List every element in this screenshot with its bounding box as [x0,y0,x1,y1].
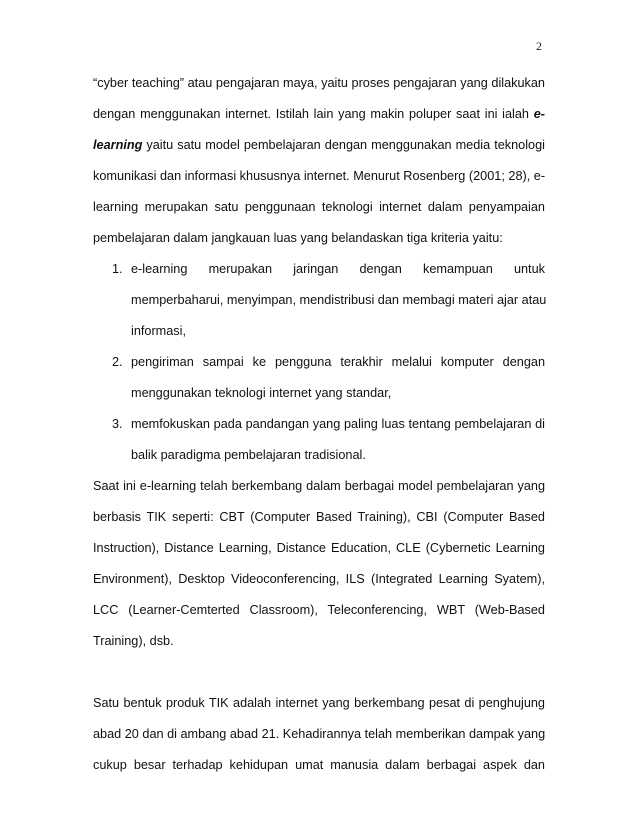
paragraph-line: Training), dsb. [93,634,174,648]
list-number: 1. [112,262,123,276]
list-item [112,409,545,471]
paragraph-1 [93,68,545,254]
paragraph-line [93,99,545,130]
paragraph-line: berbasis TIK seperti: CBT (Computer Based Training), CBI (Computer Based [93,510,545,524]
list-line: balik paradigma pembelajaran tradisional. [131,448,366,462]
paragraph-line: Instruction), Distance Learning, Distance Education, CLE (Cybernetic Learning [93,541,545,555]
list-line: e-learning merupakan jaringan dengan kemampuan untuk [131,262,545,276]
paragraph-gap [93,657,545,688]
list-line: memperbaharui, menyimpan, mendistribusi dan membagi materi ajar atau [131,293,547,307]
list-item [112,254,545,347]
paragraph-line: abad 20 dan di ambang abad 21. Kehadirannya telah memberikan dampak yang [93,727,546,741]
paragraph-line: learning merupakan satu penggunaan teknologi internet dalam penyampaian [93,200,545,214]
paragraph-line: “cyber teaching” atau pengajaran maya, yaitu proses pengajaran yang dilakukan [93,76,545,90]
paragraph-line: LCC (Learner-Cemterted Classroom), Teleconferencing, WBT (Web-Based [93,603,545,617]
text-run: yaitu satu model pembelajaran dengan menggunakan media teknologi [142,138,545,152]
paragraph-line: Satu bentuk produk TIK adalah internet yang berkembang pesat di penghujung [93,696,545,710]
paragraph-line: Environment), Desktop Videoconferencing, ILS (Integrated Learning Syatem), [93,572,545,586]
text-run: dengan menggunakan internet. Istilah lain yang makin poluper saat ini ialah [93,107,534,121]
paragraph-3 [93,688,545,781]
paragraph-2 [93,471,545,657]
emphasis-text: e- [533,107,545,121]
paragraph-line: pembelajaran dalam jangkauan luas yang belandaskan tiga kriteria yaitu: [93,231,503,245]
list-item [112,347,545,409]
paragraph-line: Saat ini e-learning telah berkembang dalam berbagai model pembelajaran yang [93,479,545,493]
paragraph-line: cukup besar terhadap kehidupan umat manusia dalam berbagai aspek dan [93,758,545,772]
document-body [93,68,545,781]
paragraph-line: komunikasi dan informasi khususnya internet. Menurut Rosenberg (2001; 28), e- [93,169,546,183]
list-line: menggunakan teknologi internet yang standar, [131,386,392,400]
emphasis-text: learning [93,138,143,152]
list-line: pengiriman sampai ke pengguna terakhir melalui komputer dengan [131,355,545,369]
list-number: 2. [112,355,123,369]
page-number: 2 [536,39,542,53]
list-line: memfokuskan pada pandangan yang paling luas tentang pembelajaran di [131,417,545,431]
list-line: informasi, [131,324,186,338]
paragraph-line [93,130,545,161]
list-number: 3. [112,417,123,431]
